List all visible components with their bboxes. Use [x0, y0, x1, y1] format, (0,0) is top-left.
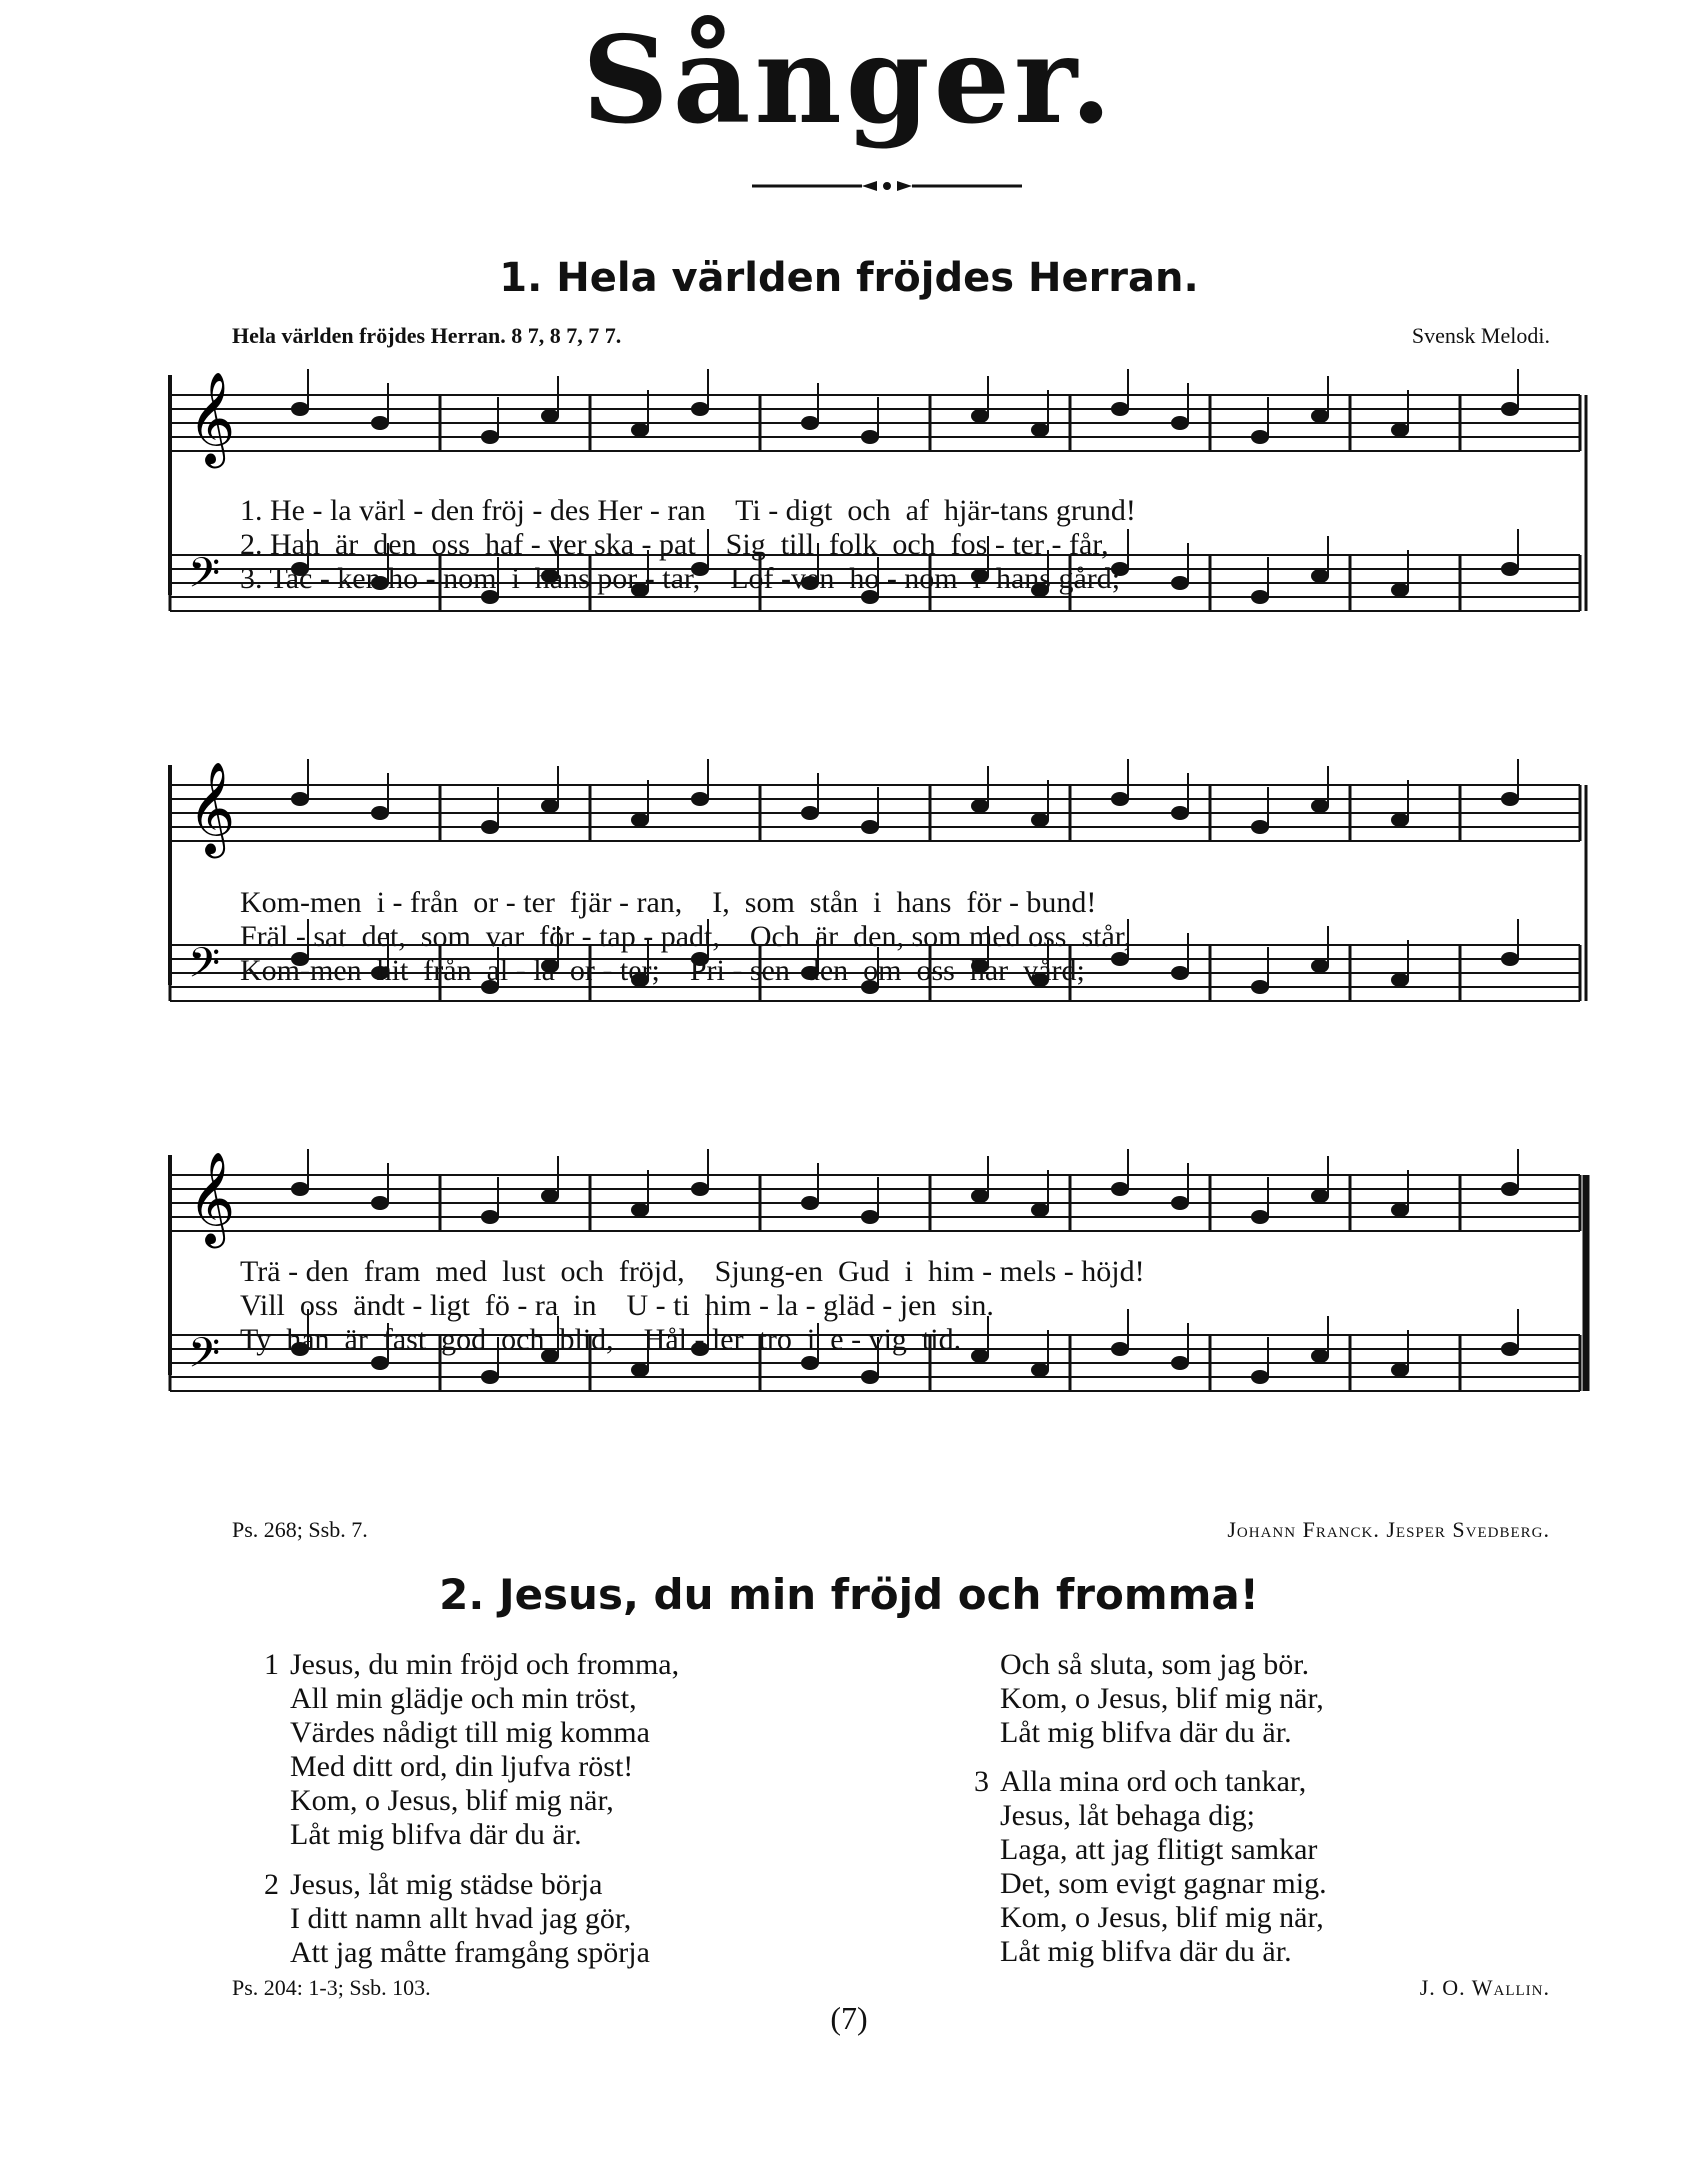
note-head: [1251, 1210, 1269, 1224]
verse-line: Låt mig blifva där du är.: [1000, 1935, 1292, 1968]
note-head: [861, 430, 879, 444]
verse-line: Det, som evigt gagnar mig.: [1000, 1867, 1327, 1900]
note-head: [1251, 430, 1269, 444]
note-head: [691, 402, 709, 416]
note-head: [1171, 416, 1189, 430]
lyric-line: 3. Tac - ken ho - nom i hans por - tar, Lof -ven ho - nom i hans gård;: [240, 562, 1121, 595]
note-head: [291, 1182, 309, 1196]
treble-clef-icon: 𝄞: [188, 1151, 236, 1244]
verse-line: Att jag måtte framgång spörja: [290, 1936, 650, 1969]
hymn1-authors: Johann Franck. Jesper Svedberg.: [1227, 1517, 1550, 1542]
note-head: [1501, 1182, 1519, 1196]
hymn1-melody-credit: Svensk Melodi.: [1411, 323, 1550, 348]
note-head: [971, 799, 989, 813]
lyric-line: Trä - den fram med lust och fröjd, Sjung-en Gud i him - mels - höjd!: [240, 1255, 1145, 1288]
hymn1-tune-line: Hela världen fröjdes Herran. 8 7, 8 7, 7 7.: [232, 323, 622, 348]
treble-clef-icon: 𝄞: [188, 371, 236, 464]
note-head: [1171, 1196, 1189, 1210]
note-head: [1171, 806, 1189, 820]
note-head: [1251, 820, 1269, 834]
bass-clef-icon: 𝄢: [188, 549, 221, 607]
note-head: [481, 820, 499, 834]
title-ornament: [752, 178, 1022, 194]
note-head: [631, 1363, 649, 1377]
hymn2-heading: 2. Jesus, du min fröjd och fromma!: [439, 1570, 1259, 1619]
note-head: [1251, 1370, 1269, 1384]
verse-line: Låt mig blifva där du är.: [1000, 1716, 1292, 1749]
note-head: [801, 1356, 819, 1370]
note-head: [801, 806, 819, 820]
verse-number: 1: [264, 1648, 279, 1681]
verse-line: Laga, att jag flitigt samkar: [1000, 1833, 1318, 1866]
hymn2-verse-3: [974, 1765, 1327, 1969]
verse-number: 2: [264, 1868, 279, 1901]
page-number: (7): [830, 2000, 868, 2036]
note-head: [1311, 799, 1329, 813]
note-head: [371, 806, 389, 820]
note-head: [371, 1356, 389, 1370]
bass-clef-icon: 𝄢: [188, 1329, 221, 1387]
hymn1-reference: Ps. 268; Ssb. 7.: [232, 1517, 368, 1542]
lyric-line: 2. Han är den oss haf - ver ska - pat Sig till folk och fos - ter - får,: [240, 528, 1109, 561]
note-head: [1311, 409, 1329, 423]
verse-line: Alla mina ord och tankar,: [1000, 1765, 1307, 1798]
verse-line: Med ditt ord, din ljufva röst!: [290, 1750, 634, 1783]
hymn2-verse-2-cont: [1000, 1648, 1324, 1750]
note-head: [1111, 1182, 1129, 1196]
lyric-line: 1. He - la värl - den fröj - des Her - ran Ti - digt och af hjär-tans grund!: [240, 494, 1136, 527]
note-head: [1111, 792, 1129, 806]
note-head: [691, 1182, 709, 1196]
note-head: [1031, 813, 1049, 827]
lyric-line: Vill oss ändt - ligt fö - ra in U - ti him - la - gläd - jen sin.: [240, 1289, 994, 1322]
lyric-line: Kom-men i - från or - ter fjär - ran, I, som stån i hans för - bund!: [240, 886, 1097, 919]
verse-line: All min glädje och min tröst,: [290, 1682, 637, 1715]
note-head: [1391, 813, 1409, 827]
verse-line: Jesus, låt mig städse börja: [290, 1868, 603, 1901]
hymn2-reference: Ps. 204: 1-3; Ssb. 103.: [232, 1975, 431, 2000]
note-head: [1501, 402, 1519, 416]
note-head: [971, 1189, 989, 1203]
hymn1-heading: 1. Hela världen fröjdes Herran.: [499, 255, 1199, 301]
verse-number: 3: [974, 1765, 989, 1798]
treble-staff: [170, 369, 1580, 468]
treble-clef-icon: 𝄞: [188, 761, 236, 854]
note-head: [371, 1196, 389, 1210]
lyrics-system-2: [240, 886, 1600, 988]
lyric-line: Ty han är fast god och blid, Hål - ler tro i e - vig tid.: [240, 1323, 962, 1356]
note-head: [481, 1210, 499, 1224]
note-head: [691, 792, 709, 806]
note-head: [541, 409, 559, 423]
treble-staff: [170, 759, 1580, 858]
note-head: [1031, 1203, 1049, 1217]
note-head: [971, 409, 989, 423]
lyrics-system-3: [240, 1255, 1600, 1357]
page-title: Sånger.: [582, 10, 1116, 151]
note-head: [1501, 792, 1519, 806]
note-head: [801, 1196, 819, 1210]
verse-line: Jesus, låt behaga dig;: [1000, 1799, 1255, 1832]
note-head: [801, 416, 819, 430]
verse-line: Och så sluta, som jag bör.: [1000, 1648, 1310, 1681]
note-head: [1031, 1363, 1049, 1377]
verse-line: Jesus, du min fröjd och fromma,: [290, 1648, 680, 1681]
note-head: [861, 1370, 879, 1384]
bass-clef-icon: 𝄢: [188, 939, 221, 997]
note-head: [861, 820, 879, 834]
note-head: [631, 813, 649, 827]
verse-line: Värdes nådigt till mig komma: [290, 1716, 650, 1749]
note-head: [541, 799, 559, 813]
note-head: [631, 423, 649, 437]
lyric-line: Fräl - sat det, som var för - tap - padt, Och är den, som med oss står,: [240, 920, 1132, 953]
note-head: [541, 1189, 559, 1203]
note-head: [1111, 402, 1129, 416]
note-head: [1171, 1356, 1189, 1370]
note-head: [1391, 423, 1409, 437]
verse-line: Kom, o Jesus, blif mig när,: [1000, 1901, 1324, 1934]
note-head: [291, 402, 309, 416]
hymn2-verse-2: [264, 1868, 650, 1970]
verse-line: Kom, o Jesus, blif mig när,: [290, 1784, 614, 1817]
verse-line: Låt mig blifva där du är.: [290, 1818, 582, 1851]
hymn2-verse-1: [264, 1648, 680, 1852]
note-head: [481, 430, 499, 444]
note-head: [371, 416, 389, 430]
note-head: [481, 1370, 499, 1384]
note-head: [1391, 1363, 1409, 1377]
note-head: [1391, 1203, 1409, 1217]
treble-staff: [170, 1149, 1580, 1248]
lyrics-system-1: [240, 494, 1600, 596]
verse-line: I ditt namn allt hvad jag gör,: [290, 1902, 632, 1935]
note-head: [631, 1203, 649, 1217]
verse-line: Kom, o Jesus, blif mig när,: [1000, 1682, 1324, 1715]
lyric-line: Kom-men hit från al - la or - ter; Pri - sen den om oss har vård;: [240, 954, 1085, 987]
note-head: [291, 792, 309, 806]
note-head: [1031, 423, 1049, 437]
note-head: [1311, 1189, 1329, 1203]
hymn2-author: J. O. Wallin.: [1419, 1975, 1550, 2000]
note-head: [861, 1210, 879, 1224]
